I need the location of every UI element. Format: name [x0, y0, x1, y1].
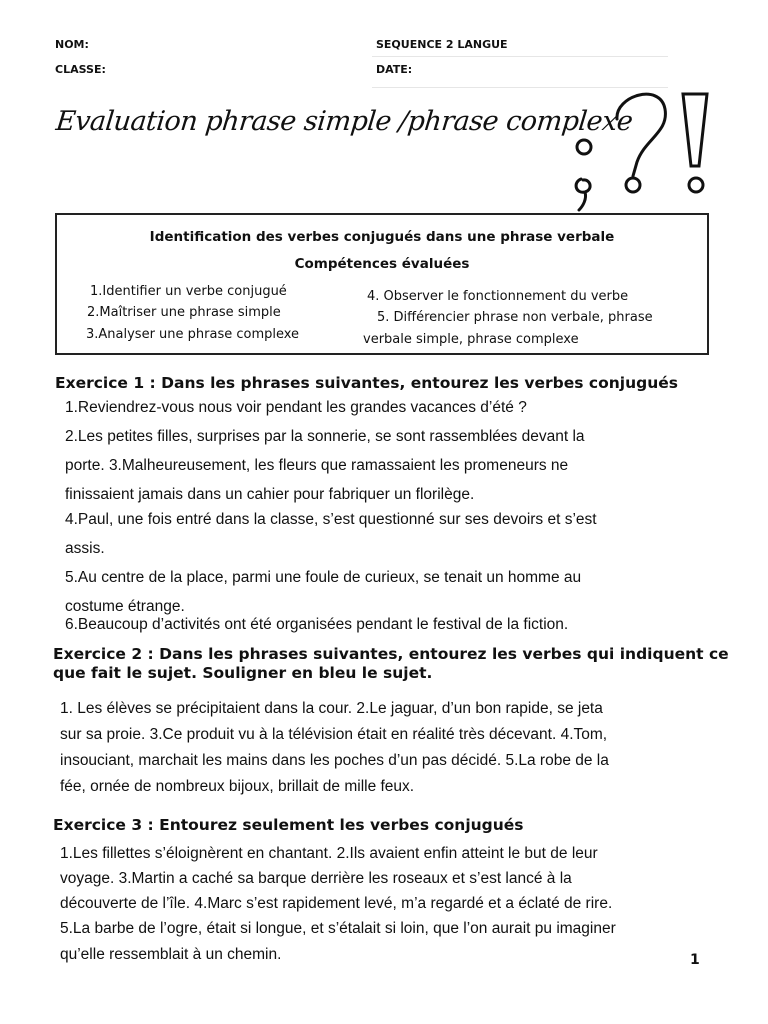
exercise-1-line: assis. — [65, 540, 105, 557]
exercise-3-title: Exercice 3 : Entourez seulement les verbes conjugués — [53, 816, 524, 834]
circle-dot-icon — [626, 178, 640, 192]
exercise-1-line: costume étrange. — [65, 598, 185, 615]
question-mark-icon — [617, 94, 666, 176]
exercise-1-line: finissaient jamais dans un cahier pour fabriquer un florilège. — [65, 486, 475, 503]
exercise-3-line: 1.Les fillettes s’éloignèrent en chantant. 2.Ils avaient enfin atteint le but de leur — [60, 845, 598, 862]
exercise-3-line: voyage. 3.Martin a caché sa barque derrière les roseaux et s’est lancé à la — [60, 870, 572, 887]
name-label: NOM: — [55, 38, 89, 51]
exercise-2-line: 1. Les élèves se précipitaient dans la cour. 2.Le jaguar, d’un bon rapide, se jeta — [60, 700, 603, 717]
circle-dot-icon — [689, 178, 703, 192]
exercise-1-line: 2.Les petites filles, surprises par la sonnerie, se sont rassemblées devant la — [65, 428, 585, 445]
date-label: DATE: — [376, 63, 413, 76]
inverted-question-mark-icon — [576, 179, 590, 210]
competence-item: verbale simple, phrase complexe — [363, 332, 579, 347]
exercise-2-line: insouciant, marchait les mains dans les poches d’un pas décidé. 5.La robe de la — [60, 752, 609, 769]
competences-subheading: Compétences évaluées — [294, 256, 470, 272]
exercise-1-line: 1.Reviendrez-vous nous voir pendant les grandes vacances d’été ? — [65, 399, 527, 416]
exercise-1-line: 5.Au centre de la place, parmi une foule de curieux, se tenait un homme au — [65, 569, 582, 586]
exercise-1-title: Exercice 1 : Dans les phrases suivantes, entourez les verbes conjugués — [55, 374, 678, 392]
exercise-1-line: porte. 3.Malheureusement, les fleurs que ramassaient les promeneurs ne — [65, 457, 569, 474]
exercise-1-line: 6.Beaucoup d’activités ont été organisées pendant le festival de la fiction. — [65, 616, 569, 633]
competences-heading: Identification des verbes conjugués dans une phrase verbale — [149, 229, 615, 245]
competence-item: 1.Identifier un verbe conjugué — [90, 284, 287, 299]
exercise-3-line: qu’elle ressemblait à un chemin. — [60, 946, 282, 963]
competence-item: 2.Maîtriser une phrase simple — [87, 305, 281, 320]
exercise-3-line: découverte de l’île. 4.Marc s’est rapidement levé, m’a regardé et a éclaté de rire. — [60, 895, 613, 912]
competence-item: 5. Différencier phrase non verbale, phrase — [377, 310, 653, 325]
page-number: 1 — [690, 952, 700, 968]
exclamation-mark-icon — [683, 94, 707, 166]
exercise-2-line: sur sa proie. 3.Ce produit vu à la télévision était en réalité très décevant. 4.Tom, — [60, 726, 608, 743]
exercise-2-title: Exercice 2 : Dans les phrases suivantes, entourez les verbes qui indiquent ce — [53, 645, 729, 663]
exercise-2-title: que fait le sujet. Souligner en bleu le sujet. — [53, 664, 433, 682]
competences-box — [55, 213, 709, 355]
exercise-3-line: 5.La barbe de l’ogre, était si longue, et s’étalait si loin, que l’on aurait pu imaginer — [60, 920, 616, 937]
competence-item: 4. Observer le fonctionnement du verbe — [367, 289, 629, 304]
circle-dot-icon — [577, 140, 591, 154]
header-divider — [372, 56, 668, 57]
page-title: Evaluation phrase simple /phrase complexe — [54, 106, 634, 137]
sequence-label: SEQUENCE 2 LANGUE — [376, 38, 508, 51]
exercise-1-line: 4.Paul, une fois entré dans la classe, s’est questionné sur ses devoirs et s’est — [65, 511, 597, 528]
exercise-2-line: fée, ornée de nombreux bijoux, brillait de mille feux. — [60, 778, 415, 795]
punctuation-decoration — [565, 84, 725, 214]
class-label: CLASSE: — [55, 63, 106, 76]
competence-item: 3.Analyser une phrase complexe — [86, 327, 300, 342]
